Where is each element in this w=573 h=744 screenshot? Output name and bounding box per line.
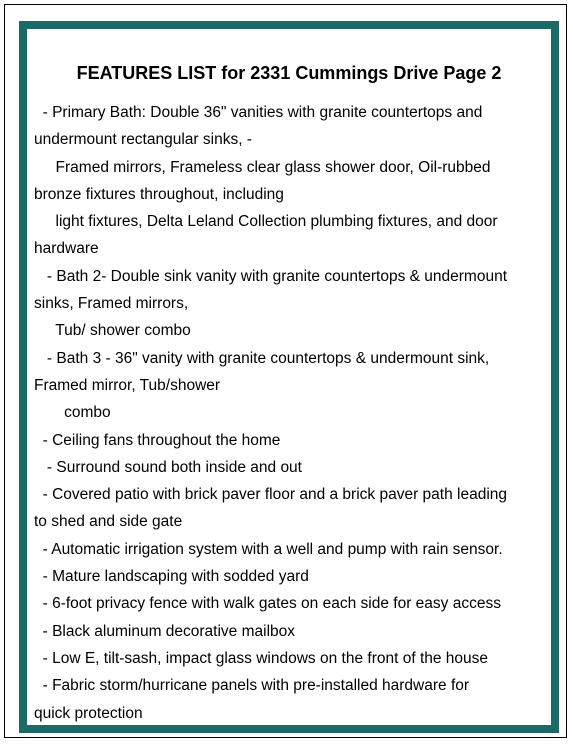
feature-line: hardware	[34, 240, 99, 258]
feature-line: - Low E, tilt-sash, impact glass windows on the front of the house	[34, 649, 489, 667]
features-panel	[19, 21, 559, 733]
feature-line: - Covered patio with brick paver floor and a brick paver path leading	[34, 486, 507, 504]
feature-line: Tub/ shower combo	[34, 322, 191, 340]
feature-line: sinks, Framed mirrors,	[34, 295, 189, 313]
feature-line: - Black aluminum decorative mailbox	[34, 622, 296, 640]
feature-line: - Primary Bath: Double 36" vanities with granite countertops and	[34, 104, 483, 121]
feature-line: - Mature landscaping with sodded yard	[34, 568, 309, 586]
feature-line: - Bath 2- Double sink vanity with granite countertops & undermount	[34, 267, 507, 285]
feature-line: quick protection	[34, 704, 143, 722]
feature-line: to shed and side gate	[34, 513, 183, 531]
feature-line: - Ceiling fans throughout the home	[34, 431, 281, 449]
features-list	[34, 99, 554, 727]
feature-line: Framed mirrors, Frameless clear glass shower door, Oil-rubbed	[34, 158, 491, 176]
feature-line: - 6-foot privacy fence with walk gates on each side for easy access	[34, 595, 501, 613]
feature-line: - Automatic irrigation system with a well and pump with rain sensor.	[34, 540, 503, 558]
feature-line: undermount rectangular sinks, -	[34, 131, 252, 149]
feature-line: bronze fixtures throughout, including	[34, 185, 284, 203]
feature-line: combo	[34, 404, 111, 422]
page-border	[4, 4, 567, 738]
feature-line: - Surround sound both inside and out	[34, 458, 302, 476]
feature-line: - Fabric storm/hurricane panels with pre-installed hardware for	[34, 677, 470, 695]
feature-line: Framed mirror, Tub/shower	[34, 376, 221, 394]
feature-line: light fixtures, Delta Leland Collection plumbing fixtures, and door	[34, 213, 498, 231]
page-title: FEATURES LIST for 2331 Cummings Drive Page 2	[76, 63, 502, 83]
feature-line: - Bath 3 - 36" vanity with granite countertops & undermount sink,	[34, 349, 490, 367]
